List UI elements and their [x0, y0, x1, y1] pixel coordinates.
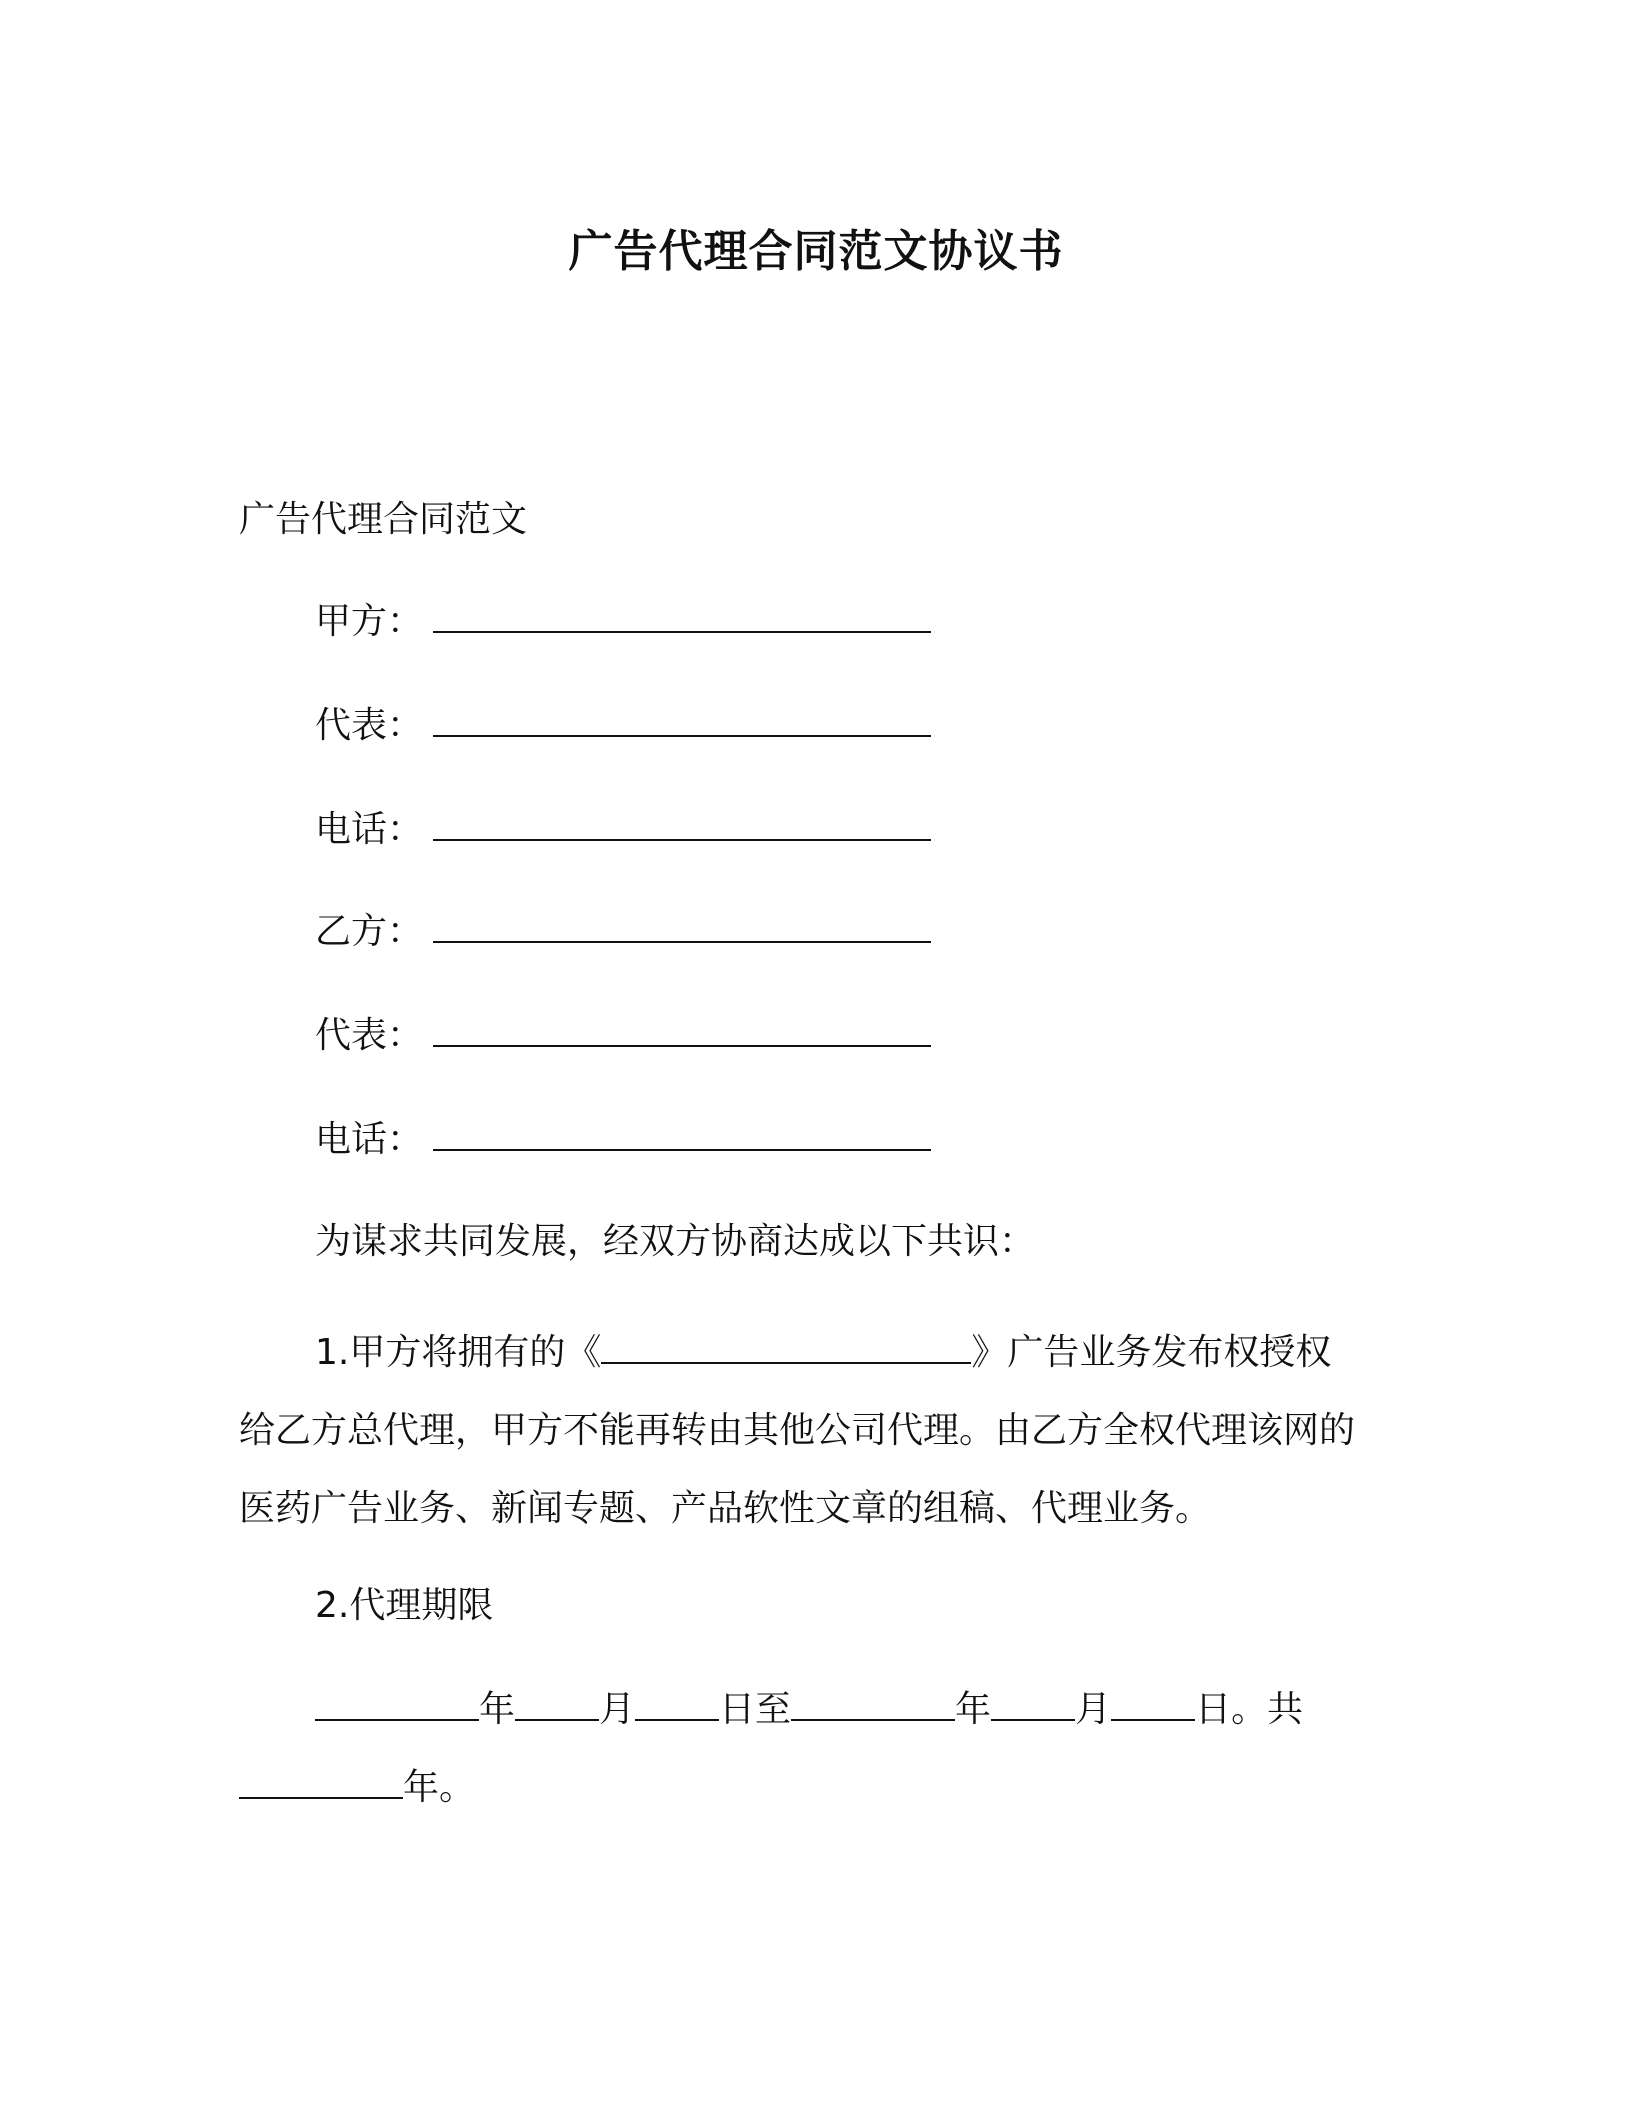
agency-period-line: [315, 1684, 1303, 1736]
party-b-field: [315, 906, 931, 958]
clause-1-text: 》广告业务发布权授权给乙方总代理，甲方不能再转由其他公司代理。由乙方全权代理该网的医药广告业务、新闻专题、产品软性文章的组稿、代理业务。: [239, 1332, 1356, 1529]
total-years-blank: [239, 1767, 403, 1799]
party-a-phone-blank: [433, 809, 931, 841]
party-a-representative-field: [315, 700, 931, 752]
start-month-blank: [515, 1689, 599, 1721]
start-month-text: 月: [599, 1689, 636, 1730]
end-month-blank: [991, 1689, 1075, 1721]
start-day-text: 日至: [719, 1689, 792, 1730]
total-years-text: 年。: [403, 1767, 476, 1808]
publication-name-blank: [601, 1332, 971, 1364]
agency-total-line: [239, 1762, 475, 1814]
party-a-blank: [433, 601, 931, 633]
clause-1-prefix: 1.甲方将拥有的《: [315, 1332, 602, 1373]
party-b-phone-field: [315, 1114, 931, 1166]
document-title: 广告代理合同范文协议书: [568, 226, 1064, 277]
party-a-label: 甲方：: [315, 601, 424, 642]
document-subtitle: 广告代理合同范文: [239, 499, 528, 540]
clause-2-heading: 2.代理期限: [315, 1585, 494, 1626]
party-b-representative-label: 代表：: [315, 1015, 424, 1056]
party-b-phone-label: 电话：: [315, 1119, 424, 1160]
party-b-label: 乙方：: [315, 911, 424, 952]
party-b-representative-blank: [433, 1015, 931, 1047]
start-year-text: 年: [479, 1689, 516, 1730]
party-b-blank: [433, 911, 931, 943]
party-a-phone-label: 电话：: [315, 809, 424, 850]
end-year-text: 年: [955, 1689, 992, 1730]
party-b-phone-blank: [433, 1119, 931, 1151]
party-a-phone-field: [315, 804, 931, 856]
party-a-representative-blank: [433, 705, 931, 737]
intro-paragraph: 为谋求共同发展，经双方协商达成以下共识：: [315, 1221, 1036, 1262]
end-day-text: 日。共: [1195, 1689, 1304, 1730]
party-a-field: [315, 596, 931, 648]
start-year-blank: [315, 1689, 479, 1721]
end-year-blank: [791, 1689, 955, 1721]
clause-1-paragraph: [239, 1314, 1359, 1548]
start-day-blank: [635, 1689, 719, 1721]
end-day-blank: [1111, 1689, 1195, 1721]
party-b-representative-field: [315, 1010, 931, 1062]
end-month-text: 月: [1075, 1689, 1112, 1730]
party-a-representative-label: 代表：: [315, 705, 424, 746]
